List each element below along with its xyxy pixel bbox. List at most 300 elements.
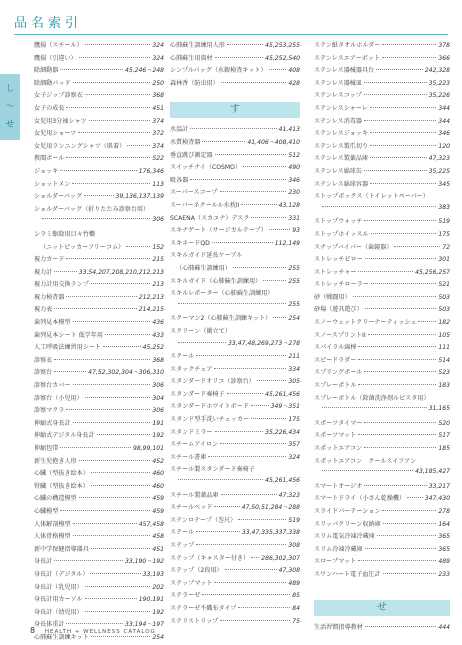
entry-name: スライドパーテーション [314,507,381,515]
entry-page: 47,50,51,284〜288 [241,504,300,512]
entry-name: 伸縮式デジタル身長計 [34,432,95,440]
entry-name: ステール [170,529,195,537]
entry-page: 433 [152,331,164,339]
leader-dots [196,544,286,545]
entry-page: 306 [152,216,164,224]
entry-page: 192 [152,432,164,440]
entry-page: 45,252,540 [265,54,300,62]
index-entry [34,128,164,141]
entry-page: 305 [288,378,300,386]
entry-name: ストップホイッスル [314,230,369,238]
section-tab [0,74,20,140]
entry-name: 伸縮式身長計 [34,419,71,427]
entry-name: スピードラダー [314,356,357,364]
leader-dots [73,321,151,322]
entry-page: 512 [288,151,300,159]
index-entry [34,330,164,343]
entry-name: スクール [170,353,195,361]
leader-dots [238,519,286,520]
entry-page: 346 [438,130,450,138]
leader-dots [202,594,290,595]
leader-dots [220,620,290,621]
leader-dots [66,296,136,297]
leader-dots [263,280,286,281]
entry-name: 除細動器 [34,67,59,75]
entry-page: 517 [438,432,450,440]
leader-dots [85,397,151,398]
entry-page: 111 [438,344,450,352]
entry-name: 視力表 [34,306,53,314]
entry-name: スタンダード奏椅子 [170,390,225,398]
leader-dots [364,220,436,221]
entry-page: 41,406〜408,410 [247,138,300,146]
title-rule [14,34,448,35]
leader-dots [358,384,436,385]
leader-dots [322,206,436,207]
entry-page: 43,185,427 [415,468,450,476]
leader-dots [358,271,413,272]
leader-dots [78,132,150,133]
index-column-2 [170,40,300,628]
index-entry [314,304,450,317]
index-entry [314,279,450,292]
index-entry [314,531,450,544]
entry-name: 腎臓（型抜き絵本） [34,482,89,490]
leader-dots [364,94,427,95]
entry-name: 視力計 [34,268,53,276]
entry-name: ステン紙タオルホルダー [314,42,381,49]
leader-dots [66,107,150,108]
index-entry [34,179,164,192]
leader-dots [368,334,437,335]
entry-page: 254 [288,315,300,323]
leader-dots [208,456,286,457]
entry-page: 324 [152,54,164,62]
leader-dots [215,431,263,432]
index-entry [34,317,164,330]
leader-dots [364,371,436,372]
entry-page: 365 [438,533,450,541]
index-entry [34,204,164,217]
entry-name: スポットエアコン クールスイフアン [314,457,417,465]
entry-name: スポーツマット [314,432,357,440]
index-entry [314,78,450,91]
entry-name: スリッパクリーン収納庫 [314,520,381,528]
index-entry [170,78,300,91]
leader-dots [54,271,76,272]
leader-dots [251,405,269,406]
entry-name: ステップ（2段用） [170,567,223,575]
entry-name: ステップ [170,541,195,549]
entry-name: ステップマット [170,579,213,587]
entry-name: 心肺蘇生訓練用人形 [170,42,225,49]
entry-page: 47,323 [278,491,300,499]
index-entry [170,313,300,326]
index-entry [314,242,450,255]
index-entry [34,531,164,544]
leader-dots [251,217,286,218]
entry-name: ステップ（キャスター付き） [170,554,250,562]
leader-dots [365,308,437,309]
entry-page: 489 [438,558,450,566]
entry-name: スーパースコープ [170,189,218,197]
index-entry [314,128,450,141]
entry-page: 374 [152,142,164,150]
leader-dots [42,218,150,219]
entry-page: 372 [152,130,164,138]
entry-name: スタンダードホワイトボード [170,403,249,411]
entry-name: ストップボックス（トイレットペーパー） [314,193,429,201]
entry-name: スキルガイド（心肺蘇生訓練用） [170,277,262,285]
entry-page: 33,193 [142,570,164,578]
index-entry [34,367,164,380]
entry-name: スリム電気冷凍冷蔵庫 [314,533,375,541]
entry-name: 砂場（遊具遊び） [314,306,363,314]
entry-name: 垂直跳び測定器 [170,151,213,159]
entry-page: 45,252 [142,344,164,352]
entry-page: 457,458 [138,520,164,528]
index-entry [314,405,450,418]
entry-page: 212,213 [138,293,164,301]
entry-name: ストレッチャー [314,268,357,276]
leader-dots [66,623,122,624]
index-entry [170,540,300,553]
entry-page: 72 [442,243,450,251]
entry-page: 45,256,257 [415,268,450,276]
entry-page: 458 [152,533,164,541]
entry-name: ステンレスジョッキ [314,130,368,138]
leader-dots [178,479,263,480]
entry-name: 視力計用交換ランプ [34,281,89,289]
entry-page: 47,323 [428,155,450,163]
entry-name: ジョッキ [34,167,59,175]
entry-name: スマートオージオ [314,482,363,490]
entry-name: 水温計 [170,126,189,134]
entry-name: 砂（戦闘用） [314,293,351,301]
entry-name: スチール書庫 [170,453,207,461]
entry-page: 242,328 [424,67,450,75]
leader-dots [91,472,151,473]
index-entry [170,401,300,414]
leader-dots [370,132,436,133]
index-entry [34,78,164,91]
index-column-1 [34,40,164,645]
entry-page: 436 [152,319,164,327]
entry-page: 35,223 [428,79,450,87]
entry-page: 45,261,456 [265,477,300,484]
index-entry [34,430,164,443]
index-entry [34,65,164,78]
leader-dots [190,179,286,180]
entry-name: 心臓の構造模型 [34,495,77,503]
leader-dots [72,183,150,184]
entry-page: 345 [438,180,450,188]
entry-name: スキネードQD [170,239,210,247]
index-entry [170,250,300,263]
leader-dots [370,145,436,146]
entry-page: 286,302,307 [261,554,300,562]
entry-page: 105 [438,331,450,339]
leader-dots [79,460,151,461]
index-entry [314,342,450,355]
index-entry [170,439,300,452]
entry-page: 503 [438,293,450,301]
entry-name: ステンレスエアーポット [314,54,381,62]
index-entry [314,330,450,343]
index-entry [170,477,300,490]
entry-name: 人工呼吸法練習用シート [34,344,102,352]
entry-name: スタンダードオリコ（診察台） [170,378,255,386]
index-entry [314,103,450,116]
leader-dots [215,154,287,155]
entry-page: 378 [438,42,450,49]
leader-dots [251,418,286,419]
entry-name: 生活習慣指導教材 [314,623,363,631]
entry-name: 女子ジップ診察衣 [34,92,83,100]
leader-dots [257,380,287,381]
index-entry [34,569,164,582]
entry-name: 身長計（幼児用） [34,608,83,616]
entry-name: スプレーボトル（除菌洗浄剤ルビスタ用） [314,394,430,402]
leader-dots [233,267,287,268]
entry-page: 503 [438,306,450,314]
entry-page: 306 [152,382,164,390]
index-entry [170,162,300,175]
entry-page: 460 [152,482,164,490]
entry-page: 519 [288,516,300,524]
entry-page: 451 [152,545,164,553]
entry-page: 357 [288,441,300,449]
index-entry [34,229,164,242]
entry-name: スノーウェットクリーナーティッシュ [314,319,417,327]
leader-dots [365,626,437,627]
index-entry [34,418,164,431]
entry-page: 33,190〜192 [124,558,164,566]
entry-name: スタックチェア [170,365,213,373]
entry-name: スキナゲート（サージカルテープ） [170,227,267,235]
entry-name: スタンド型手洗いチェッカー [170,416,250,424]
index-entry [34,393,164,406]
index-entry [314,493,450,506]
entry-page: 304 [152,394,164,402]
entry-page: 33,47,335,337,338 [241,529,300,537]
entry-name: ステラーゼ [170,592,201,600]
leader-dots [66,157,150,158]
index-entry [170,565,300,578]
index-entry [170,553,300,566]
page-title: 品名索引 [14,16,83,31]
index-entry [170,527,300,540]
entry-page: 489 [288,579,300,587]
entry-page: 35,226,434 [265,428,300,436]
leader-dots [84,195,113,196]
leader-dots [322,470,413,471]
entry-page: 176,346 [138,167,164,175]
entry-page: 306 [152,407,164,415]
index-entry [170,376,300,389]
leader-dots [73,82,151,83]
entry-page: 39,136,137,139 [115,193,164,201]
index-entry [34,242,164,255]
entry-page: 368 [152,92,164,100]
entry-name: ステンレス製爪切り [314,142,369,150]
entry-name: 身長計（デジタル） [34,570,89,578]
entry-name: スパイラル綿棒 [314,344,357,352]
index-entry [34,40,164,53]
leader-dots [85,598,137,599]
leader-dots [60,69,123,70]
entry-page: 324 [288,453,300,461]
entry-page: 164 [438,520,450,528]
index-entry [314,468,450,481]
leader-dots [202,141,245,142]
index-entry [34,544,164,557]
entry-name: スキルガイド延長ケーブル [170,252,243,260]
leader-dots [89,120,151,121]
entry-page: 47,52,302,304〜306,310 [88,369,164,377]
entry-page: 523 [438,369,450,377]
index-entry [34,506,164,519]
leader-dots [364,120,436,121]
entry-name: 身長計 [34,558,53,566]
index-entry [34,594,164,607]
leader-dots [126,246,150,247]
entry-page: 490 [288,164,300,172]
entry-page: 308 [288,541,300,549]
index-entry [314,191,450,204]
index-entry [314,519,450,532]
entry-name: ストレッチピロー [314,256,363,264]
leader-dots [214,582,286,583]
index-entry [34,103,164,116]
leader-dots [364,422,436,423]
entry-page: 254 [152,633,164,641]
entry-name: 診察台（小児用） [34,394,83,402]
leader-dots [358,434,436,435]
entry-page: 521 [438,281,450,289]
entry-name: 鷹揚（引違い） [34,54,77,62]
leader-dots [60,447,131,448]
entry-name: スナップバイパー（歯鏡器） [314,243,393,251]
index-entry [170,288,300,301]
entry-name: 診察台カバー [34,382,71,390]
leader-dots [97,434,151,435]
leader-dots [238,607,290,608]
entry-name: 森林香（防虫用） [170,79,219,87]
index-entry [170,414,300,427]
index-entry [314,166,450,179]
leader-dots [90,573,140,574]
index-entry [314,153,450,166]
index-entry [314,393,450,406]
index-entry [34,279,164,292]
leader-dots [358,560,436,561]
entry-name: シラミ駆除用目々竹櫛 [34,230,95,238]
entry-name: ステンレス綿球缶 [314,167,362,175]
page-footer [30,626,156,635]
index-entry [34,355,164,368]
entry-name: 女子の成長 [34,104,65,112]
entry-page: 366 [438,54,450,62]
index-entry [314,216,450,229]
entry-page: 334 [288,365,300,373]
entry-name: ショルダーバッグ [34,193,83,201]
index-entry [170,276,300,289]
entry-page: 183 [438,382,450,390]
leader-dots [382,510,436,511]
leader-dots [73,535,151,536]
index-entry [170,502,300,515]
leader-dots [66,409,150,410]
entry-name: 伸縮包帯 [34,445,59,452]
index-entry [34,468,164,481]
index-entry [170,603,300,616]
index-entry [34,556,164,569]
index-entry [170,65,300,78]
entry-name: スロープマット [314,558,357,566]
entry-name: ショットメン [34,180,71,188]
entry-page: 344 [438,117,450,125]
index-entry [170,427,300,440]
index-entry [314,65,450,78]
entry-name: スプリングボール [314,369,363,377]
entry-page: 113 [152,180,164,188]
entry-name: スチール製薬品庫 [170,491,219,499]
leader-dots [127,145,150,146]
index-entry [314,569,450,582]
entry-page: 33,47,48,269,273〜278 [228,340,300,348]
entry-name: スチール製スタンダード奏椅子 [170,466,255,474]
leader-dots [214,506,239,507]
leader-dots [196,531,240,532]
leader-dots [407,497,423,498]
entry-page: 444 [438,623,450,631]
leader-dots [220,443,286,444]
leader-dots [382,57,436,58]
leader-dots [73,384,151,385]
entry-name: ステンロテープ（巻尺） [170,516,237,524]
entry-page: 35,226 [428,92,450,100]
leader-dots [54,359,150,360]
leader-dots [377,535,436,536]
index-entry [170,364,300,377]
index-entry [34,443,164,456]
index-entry [170,464,300,477]
leader-dots [365,548,437,549]
entry-name: 心臓模型 [34,507,59,515]
section-tab-char-2: 〜 [5,102,15,112]
index-entry [314,355,450,368]
leader-dots [85,94,151,95]
entry-name: ステンレス綿球容器 [314,180,369,188]
section-tab-char-3: せ [5,120,15,130]
index-entry [170,213,300,226]
index-entry [170,263,300,276]
entry-page: 324 [152,42,164,49]
entry-name: 除細動パッド [34,79,71,87]
index-entry [314,229,450,242]
entry-name: スノースプリントII [314,331,366,339]
leader-dots [190,128,276,129]
leader-dots [243,166,286,167]
entry-page: 368 [152,356,164,364]
index-entry [170,389,300,402]
index-entry [314,141,450,154]
index-entry [34,456,164,469]
entry-page: 120 [438,142,450,150]
entry-name: 歯列見本模型 [34,319,71,327]
index-entry [314,317,450,330]
